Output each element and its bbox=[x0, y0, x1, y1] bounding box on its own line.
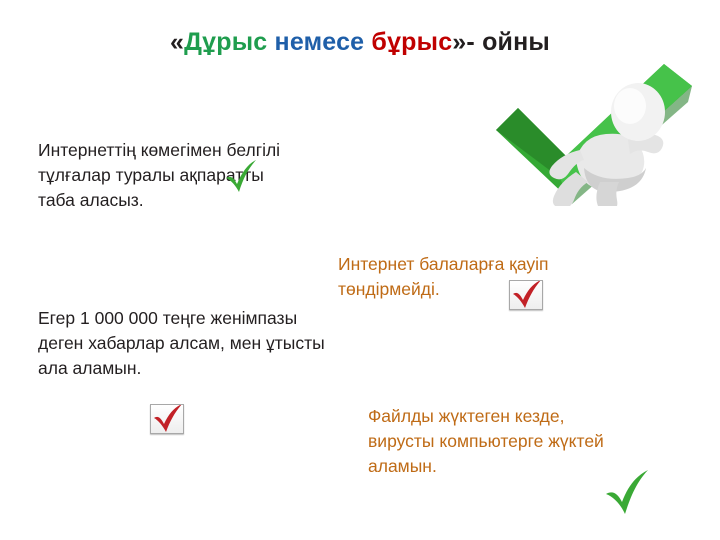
title-quote-open: « bbox=[170, 28, 185, 56]
title-word-nemese: немесе bbox=[267, 28, 372, 56]
title-tail: - ойны bbox=[466, 28, 550, 56]
statement-4-text: Файлды жүктеген кезде, вирусты компьютерге жүктей аламын. bbox=[368, 406, 604, 476]
red-check-box-icon bbox=[509, 280, 543, 310]
green-check-icon bbox=[224, 160, 258, 194]
title-word-burys: бұрыс bbox=[371, 28, 453, 56]
statement-3-text: Егер 1 000 000 теңге женімпазы деген хабарлар алсам, мен ұтысты ала аламын. bbox=[38, 308, 325, 378]
title-word-durys: Дұрыс bbox=[184, 28, 268, 56]
red-check-box-icon bbox=[150, 404, 184, 434]
person-with-green-check-icon bbox=[488, 56, 700, 206]
green-check-icon bbox=[604, 470, 650, 516]
statement-1-text: Интернеттің көмегімен белгілі тұлғалар туралы ақпаратты таба аласыз. bbox=[38, 140, 281, 210]
page-title bbox=[0, 28, 720, 57]
title-quote-close: » bbox=[452, 28, 467, 56]
statement-2-text: Интернет балаларға қауіп төндірмейді. bbox=[338, 254, 549, 299]
